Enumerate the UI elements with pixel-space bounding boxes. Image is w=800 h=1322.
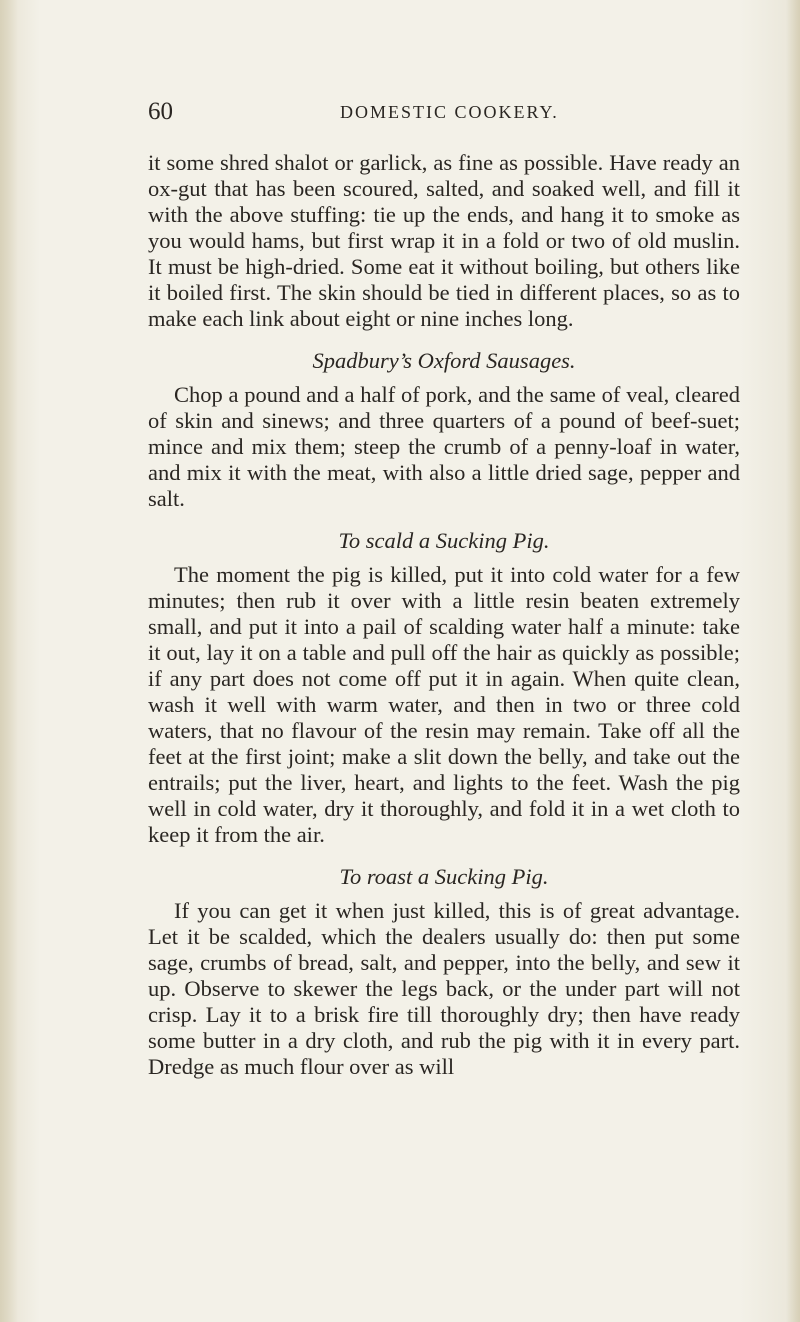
- paragraph-scald-pig: The moment the pig is killed, put it into cold water for a few minutes; then rub it over with a little resin beaten extremely small, and put it into a pail of scalding water half a minute: take it out, lay it on a table and pull off the hair as quickly as possible; if any part does not come off put it in again. When quite clean, wash it well with warm water, and then in two or three cold waters, that no flavour of the resin may remain. Take off all the feet at the first joint; make a slit down the belly, and take out the entrails; put the liver, heart, and lights to the feet. Wash the pig well in cold water, dry it thoroughly, and fold it in a wet cloth to keep it from the air.: [148, 562, 740, 847]
- paragraph-sausage-continued: it some shred shalot or garlick, as fine as possible. Have ready an ox-gut that has been scoured, salted, and soaked well, and fill it with the above stuffing: tie up the ends, and hang it to smoke as you would hams, but first wrap it in a fold or two of old muslin. It must be high-dried. Some eat it without boiling, but others like it boiled first. The skin should be tied in different places, so as to make each link about eight or nine inches long.: [148, 150, 740, 331]
- heading-roast-pig: To roast a Sucking Pig.: [339, 864, 549, 889]
- heading-oxford-sausages: Spadbury’s Oxford Sausages.: [312, 348, 576, 373]
- paragraph-oxford-sausages: Chop a pound and a half of pork, and the same of veal, cleared of skin and sinews; and three quarters of a pound of beef-suet; mince and mix them; steep the crumb of a penny-loaf in water, and mix it with the meat, with also a little dried sage, pepper and salt.: [148, 382, 740, 511]
- paragraph-roast-pig: If you can get it when just killed, this is of great advantage. Let it be scalded, which the dealers usually do: then put some sage, crumbs of bread, salt, and pepper, into the belly, and sew it up. Observe to skewer the legs back, or the under part will not crisp. Lay it to a brisk fire till thoroughly dry; then have ready some butter in a dry cloth, and rub the pig with it in every part. Dredge as much flour over as will: [148, 898, 740, 1079]
- heading-scald-pig: To scald a Sucking Pig.: [338, 528, 550, 553]
- page-header: [148, 98, 740, 128]
- running-head: DOMESTIC COOKERY.: [340, 102, 559, 122]
- page-number: 60: [148, 98, 173, 125]
- page-left-edge: [0, 0, 18, 1322]
- page-body: [148, 150, 740, 1080]
- page-right-edge: [786, 0, 800, 1322]
